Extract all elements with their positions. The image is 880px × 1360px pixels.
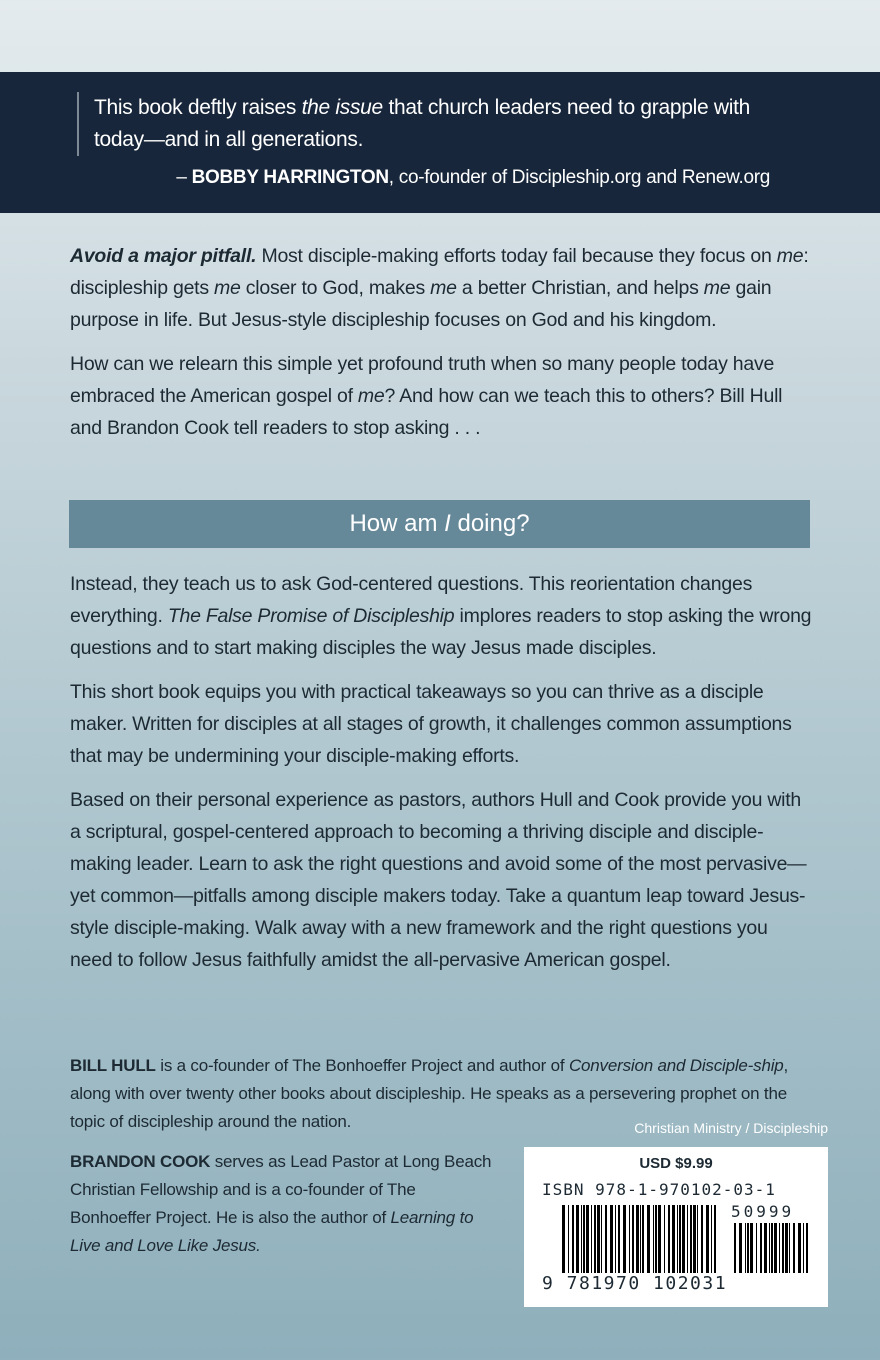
text: serves as Lead Pastor at Long Beach Christian Fellowship and is a co-founder of The Bonhoeffer Project. He is also the author of xyxy=(70,1152,492,1227)
barcode-bar xyxy=(756,1223,757,1273)
endorsement-attribution xyxy=(176,167,770,189)
emphasis-text: The False Promise of Discipleship xyxy=(167,605,455,627)
barcode-bar xyxy=(782,1223,784,1273)
barcode-bar xyxy=(764,1223,767,1273)
emphasis-text: me xyxy=(776,245,804,267)
category-label: Christian Ministry / Discipleship xyxy=(634,1120,828,1136)
text: BILL HULL xyxy=(70,1056,156,1075)
emphasis-text: me xyxy=(357,385,385,407)
barcode-bar xyxy=(771,1223,773,1273)
isbn: ISBN 978-1-970102-03-1 xyxy=(542,1180,776,1199)
emphasis-text: Avoid a major pitfall. xyxy=(70,245,257,267)
paragraph xyxy=(70,348,812,444)
emphasis-text: me xyxy=(430,277,457,299)
heading-text: doing? xyxy=(450,510,530,537)
emphasis-text: me xyxy=(214,277,241,299)
price-addon-code: 50999 xyxy=(731,1202,795,1221)
paragraph xyxy=(70,676,812,772)
endorser-name: BOBBY HARRINGTON xyxy=(191,167,389,188)
ean-number: 9 781970 102031 xyxy=(542,1273,728,1294)
text: This book deftly raises xyxy=(94,96,302,119)
barcode-bar xyxy=(806,1223,808,1273)
description-bottom xyxy=(70,568,812,988)
barcode-bar xyxy=(769,1223,770,1273)
emphasis-text: Conversion and Disciple-ship xyxy=(568,1056,784,1075)
price: USD $9.99 xyxy=(639,1155,713,1172)
barcode-bar xyxy=(750,1223,753,1273)
barcode-bar xyxy=(745,1223,746,1273)
text: , along with over twenty other books about discipleship. He speaks as a persevering prophet on the topic of discipleship around the nation. xyxy=(70,1056,789,1131)
barcode-bar xyxy=(803,1223,804,1273)
text: a better Christian, and helps xyxy=(456,277,704,299)
barcode-bar xyxy=(779,1223,780,1273)
heading-text: How am xyxy=(349,510,445,537)
endorsement-quote xyxy=(77,92,797,156)
barcode-bar xyxy=(793,1223,795,1273)
endorser-role: , co-founder of Discipleship.org and Renew.org xyxy=(388,167,770,188)
paragraph xyxy=(70,784,812,976)
endorsement-band xyxy=(0,72,880,213)
barcode-bar xyxy=(734,1223,736,1273)
paragraph xyxy=(70,568,812,664)
text: BRANDON COOK xyxy=(70,1152,211,1171)
text: Based on their personal experience as pastors, authors Hull and Cook provide you with a scriptural, gospel-centered approach to becoming a thriving disciple and disciple-making leader. Learn to ask the right questions and avoid some of the most pervasive—yet common—pitfalls among disciple makers today. Take a quantum leap toward Jesus-style disciple-making. Walk away with a new framework and the right questions you need to follow Jesus faithfully amidst the all-pervasive American gospel. xyxy=(70,789,807,971)
barcode-bar xyxy=(739,1223,742,1273)
barcode-bar xyxy=(798,1223,801,1273)
emphasis-text: me xyxy=(703,277,731,299)
heading-emphasis: I xyxy=(444,510,451,537)
barcode-bar xyxy=(760,1223,762,1273)
paragraph xyxy=(70,240,812,336)
text: ? And how can we teach this to others? Bill Hull and Brandon Cook tell readers to stop asking . . . xyxy=(70,385,783,439)
emphasis-text: the issue xyxy=(301,96,383,119)
text: gain purpose in life. But Jesus-style discipleship focuses on God and his kingdom. xyxy=(70,277,772,331)
text: Instead, they teach us to ask God-centered questions. This reorientation changes everything. xyxy=(70,573,753,627)
text: : discipleship gets xyxy=(70,245,809,299)
barcode-bar xyxy=(789,1223,790,1273)
text: is a co-founder of The Bonhoeffer Project and author of xyxy=(155,1056,569,1075)
text: How can we relearn this simple yet profound truth when so many people today have embraced the American gospel of xyxy=(70,353,775,407)
text: implores readers to stop asking the wrong questions and to start making disciples the way Jesus made disciples. xyxy=(70,605,812,659)
barcode-box xyxy=(524,1147,828,1307)
barcode-bar xyxy=(747,1223,749,1273)
text: This short book equips you with practical takeaways so you can thrive as a disciple maker. Written for disciples at all stages of growth, it challenges common assumptions that may be undermining your disciple-making efforts. xyxy=(70,681,792,767)
dash: – xyxy=(176,167,192,188)
addon-barcode xyxy=(734,1223,814,1273)
barcode-bar xyxy=(774,1223,777,1273)
text: Most disciple-making efforts today fail because they focus on xyxy=(256,245,777,267)
emphasis-text: Learning to Live and Love Like Jesus. xyxy=(70,1208,474,1255)
description-top xyxy=(70,240,812,456)
section-heading xyxy=(69,500,810,548)
text: that church leaders need to grapple with today—and in all generations. xyxy=(94,96,751,151)
text: closer to God, makes xyxy=(240,277,431,299)
barcode-bar xyxy=(785,1223,788,1273)
